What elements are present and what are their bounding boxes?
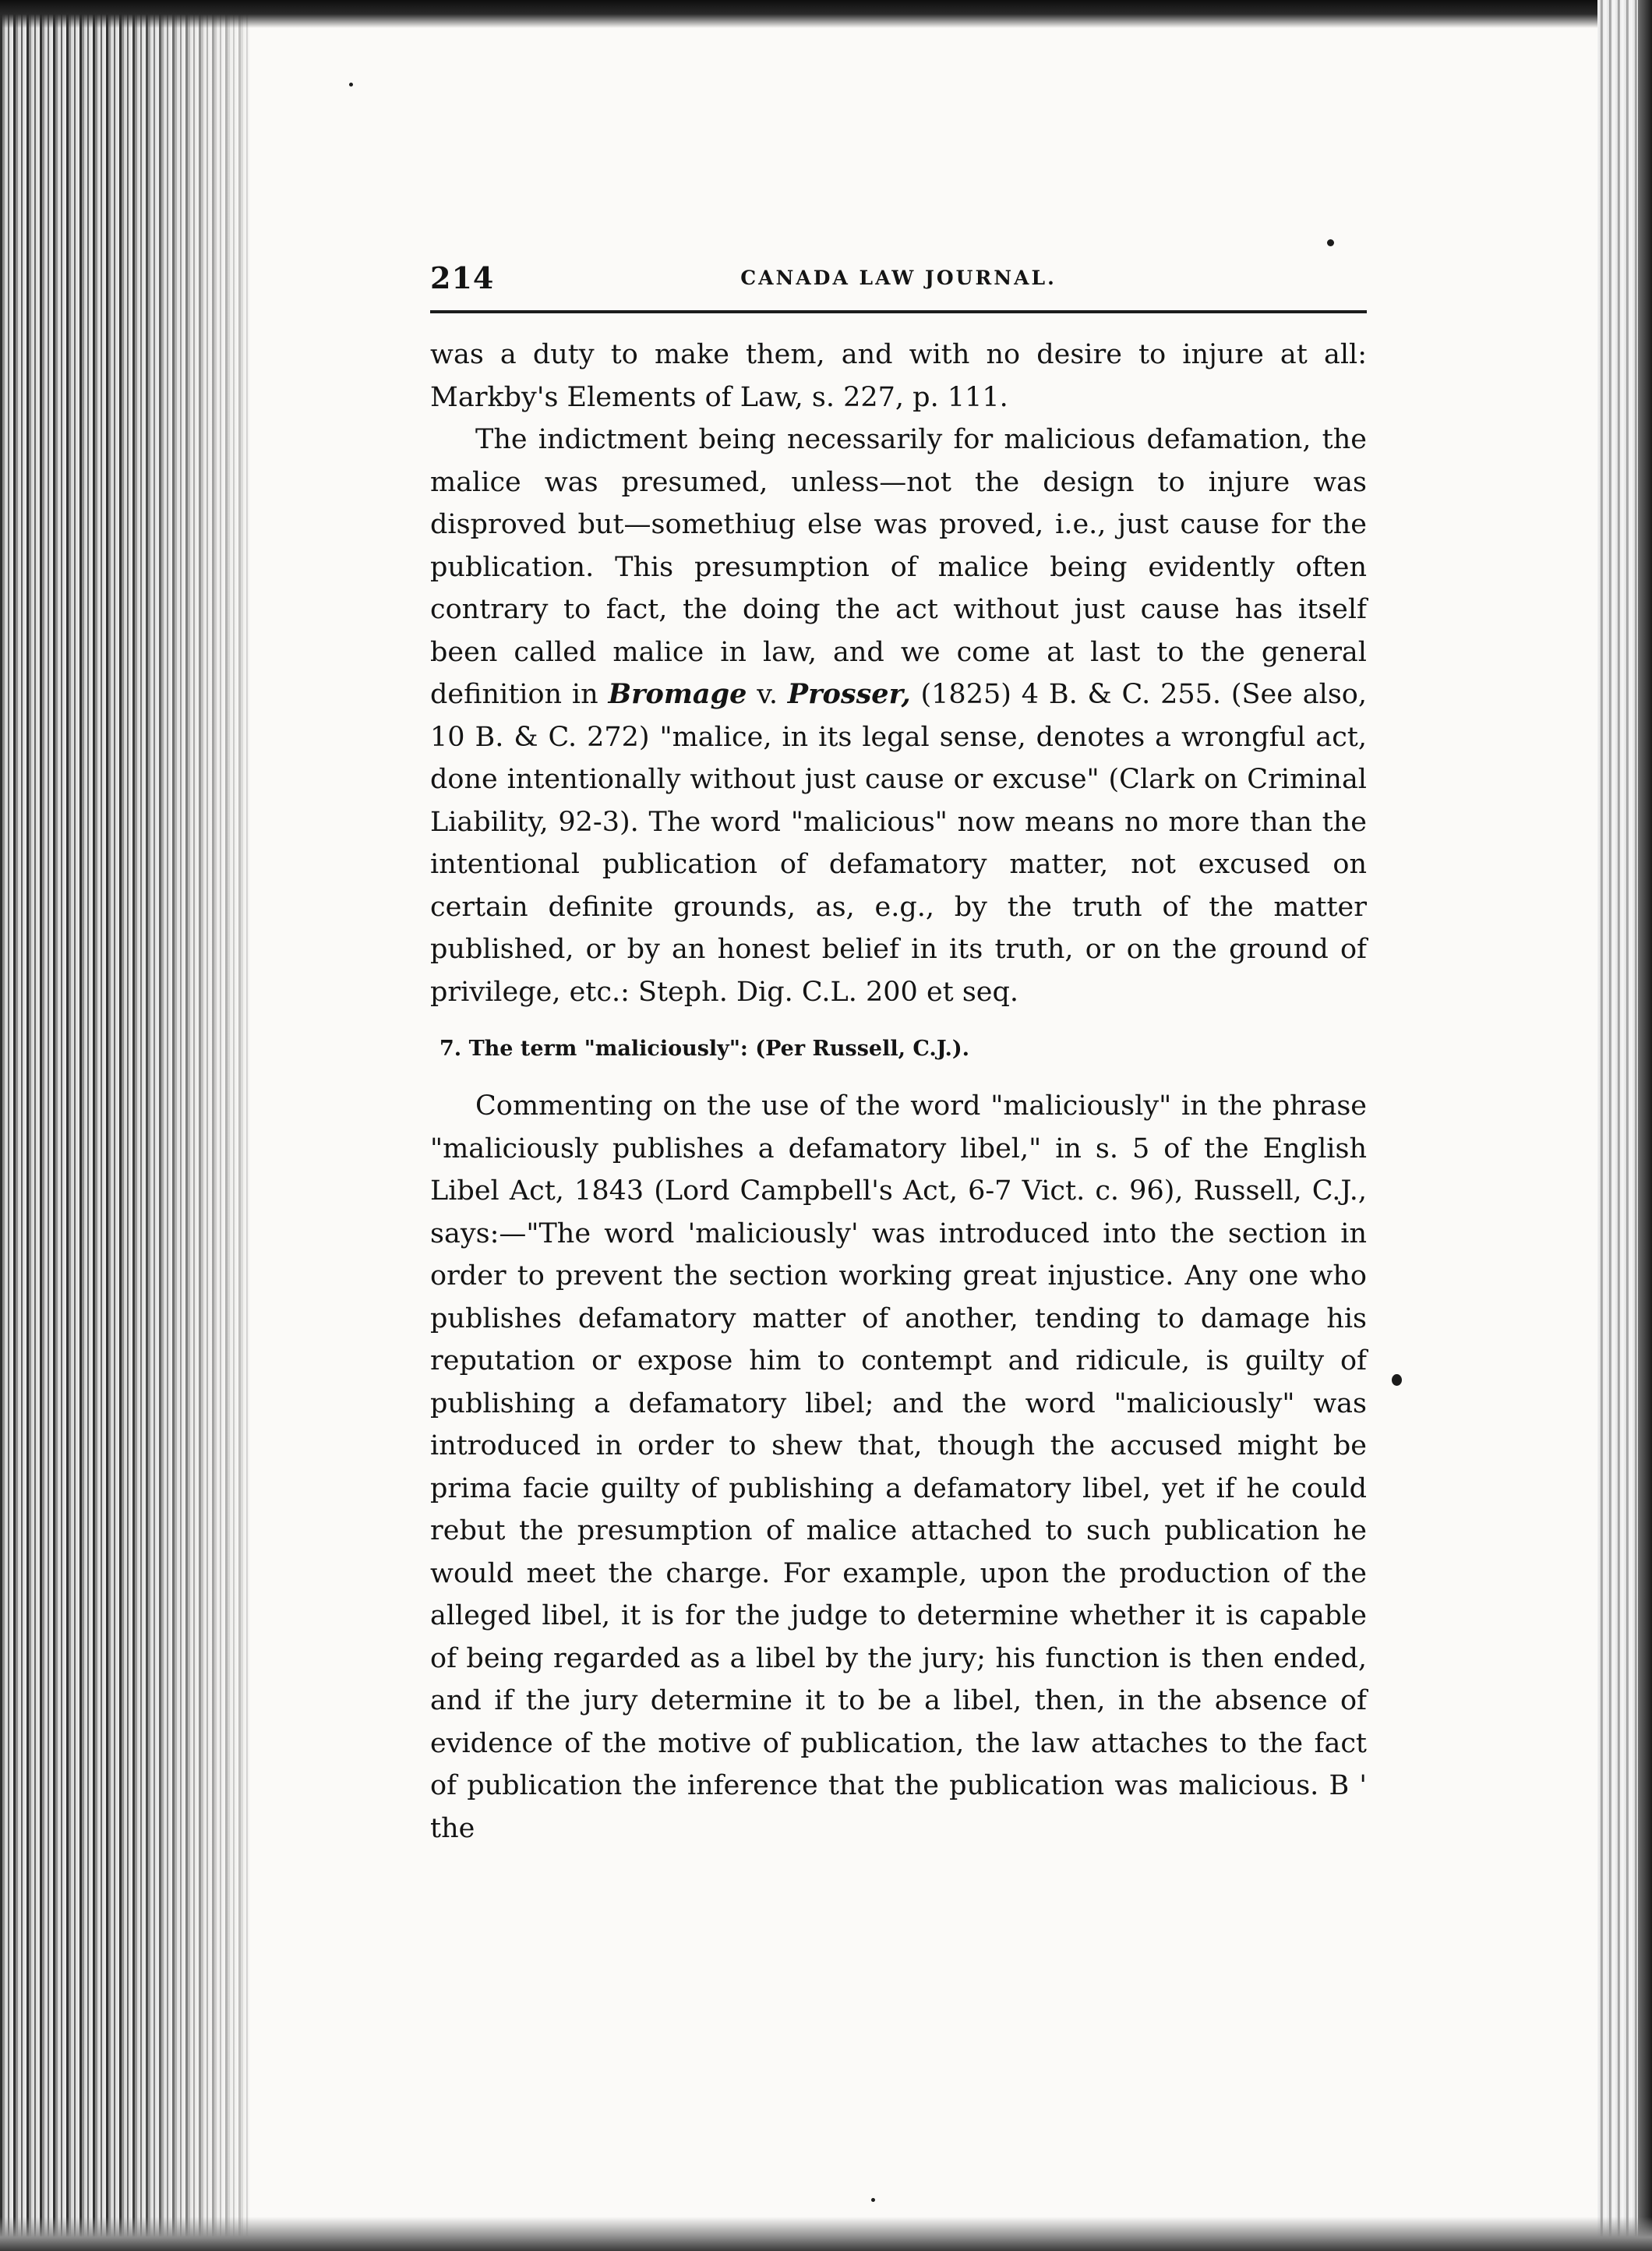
section-heading: 7. The term "maliciously": (Per Russell, C.J.). bbox=[439, 1037, 970, 1061]
case-plaintiff: Bromage bbox=[608, 678, 747, 710]
page-content bbox=[430, 259, 1367, 1850]
page-number: 214 bbox=[430, 260, 495, 295]
gutter-shadow bbox=[125, 0, 296, 2251]
top-scan-edge bbox=[0, 0, 1652, 28]
case-defendant: Prosser, bbox=[787, 678, 911, 710]
journal-title: CANADA LAW JOURNAL. bbox=[740, 267, 1057, 289]
case-versus: v. bbox=[747, 679, 788, 710]
scan-speck bbox=[1327, 239, 1334, 246]
running-head bbox=[430, 259, 1367, 313]
paragraph-russell-commentary: Commenting on the use of the word "maliciously" in the phrase "maliciously publishes a defamatory libel," in s. 5 of the English Libel Act, 1843 (Lord Campbell's Act, 6-7 Vict. c. 96), Russell, C.J., says:—"The word 'maliciously' was introduced into the section in order to prevent the section working great injustice. Any one who publishes defamatory matter of another, tending to damage his reputation or expose him to contempt and ridicule, is guilty of publishing a defamatory libel; and the word "maliciously" was introduced in order to shew that, though the accused might be prima facie guilty of publishing a defamatory libel, yet if he could rebut the presumption of malice attached to such publication he would meet the charge. For example, upon the production of the alleged libel, it is for the judge to determine whether it is capable of being regarded as a libel by the jury; his function is then ended, and if the jury determine it to be a libel, then, in the absence of evidence of the motive of publication, the law attaches to the fact of publication the inference that the publication was malicious. B ' the bbox=[430, 1090, 1367, 1844]
scan-speck bbox=[1392, 1374, 1402, 1386]
bottom-scan-edge bbox=[0, 2217, 1652, 2251]
scan-speck bbox=[349, 83, 353, 87]
scan-speck bbox=[871, 2198, 875, 2202]
paragraph-text-before-case: The indictment being necessarily for malicious defamation, the malice was presumed, unless—not the design to injure was disproved but—somethiug else was proved, i.e., just cause for the publication. This presumption of malice being evidently often contrary to fact, the doing the act without just cause has itself been called malice in law, and we come at last to the general definition in bbox=[430, 424, 1367, 710]
paragraph-continuation: was a duty to make them, and with no desire to injure at all: Markby's Elements of Law, s. 227, p. 111. bbox=[430, 339, 1367, 413]
paragraph-malice-definition bbox=[430, 419, 1367, 1013]
right-scan-edge bbox=[1638, 0, 1652, 2251]
paragraph-text-after-case: (1825) 4 B. & C. 255. (See also, 10 B. & C. 272) "malice, in its legal sense, denotes a wrongful act, done intentionally without just cause or excuse" (Clark on Criminal Liability, 92-3). The word "malicious" now means no more than the intentional publication of defamatory matter, not excused on certain definite grounds, as, e.g., by the truth of the matter published, or by an honest belief in its truth, or on the ground of privilege, etc.: Steph. Dig. C.L. 200 et seq. bbox=[430, 679, 1367, 1008]
